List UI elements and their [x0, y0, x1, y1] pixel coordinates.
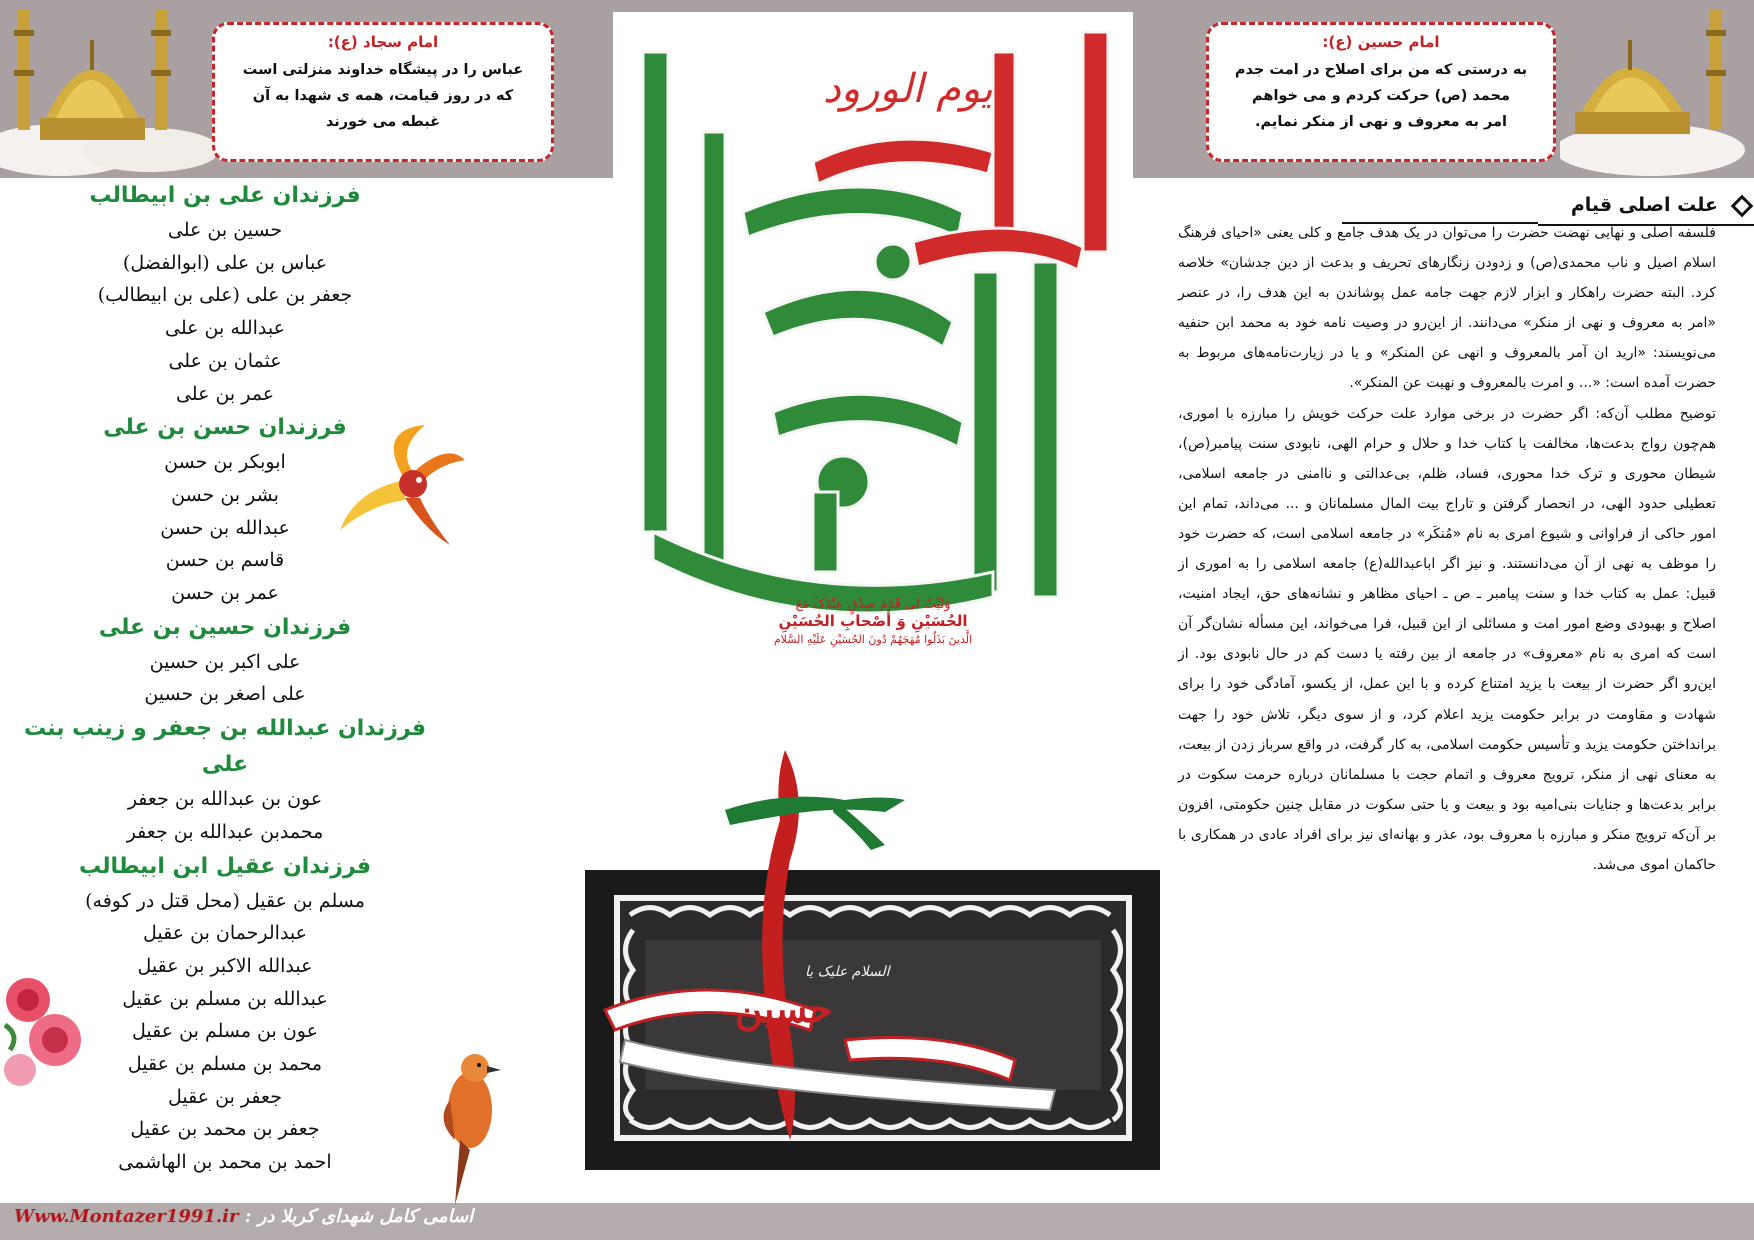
list-item: علی اصغر بن حسین	[144, 683, 306, 706]
list-item: عمر بن علی	[175, 382, 275, 405]
list-item: عباس بن علی (ابوالفضل)	[122, 251, 328, 274]
group-title: فرزندان عقیل ابن ابیطالب	[78, 853, 372, 879]
quote-title: امام سجاد (ع):	[327, 33, 439, 51]
list-item: عبدالله بن مسلم بن عقیل	[122, 987, 328, 1010]
list-item: عبدالرحمان بن عقیل	[143, 922, 307, 945]
hussain-poster	[585, 740, 1173, 1170]
flowers-icon	[0, 965, 90, 1095]
list-item: حسین بن علی	[167, 219, 283, 241]
footer-label: اسامی کامل شهدای کربلا در :	[244, 1206, 474, 1227]
calligraphy-line: الَّذینَ بَذَلُوا مُهَجَهُمْ دُونَ الحُسَیْنِ عَلَیْهِ السَّلام	[773, 633, 973, 646]
article-body	[1178, 218, 1716, 880]
group-title: فرزندان علی بن ابیطالب	[89, 183, 361, 208]
website-link[interactable]: Www.Montazer1991.ir	[14, 1206, 239, 1227]
red-calligraphy-text: یوم الورود	[823, 66, 993, 112]
phoenix-bird-icon	[335, 420, 475, 550]
calligraphy-poster	[613, 12, 1133, 662]
calligraphy-line: وَثَبِّتْ لی قَدَمَ صِدْقٍ عِنْدَکَ مَعَ	[795, 597, 951, 612]
list-item: عبدالله بن علی	[165, 317, 285, 340]
list-item: ابوبکر بن حسن	[164, 451, 286, 474]
list-item: مسلم بن عقیل (محل قتل در کوفه)	[85, 889, 365, 912]
shrine-dome-right-icon	[1560, 0, 1754, 178]
quote-box-imam-hussain	[1206, 22, 1556, 162]
list-item: جعفر بن عقیل	[168, 1085, 282, 1108]
article-title: علت اصلی قیام	[1570, 194, 1718, 216]
hussain-name-text: حسین	[735, 986, 833, 1031]
list-item: عون بن عبدالله بن جعفر	[127, 788, 323, 811]
list-item: جعفر بن محمد بن عقیل	[130, 1118, 320, 1141]
quote-line: امر به معروف و نهی از منکر نمایم.	[1255, 114, 1507, 130]
calligraphy-line: الحُسَیْنِ وَ أَصْحابِ الحُسَیْنِ	[778, 612, 968, 630]
list-item: عبدالله الاکبر بن عقیل	[137, 954, 313, 977]
group-title: فرزندان عبدالله بن جعفر و زینب بنت علی	[23, 716, 427, 778]
list-item: بشر بن حسن	[171, 483, 279, 506]
list-item: جعفر بن علی (علی بن ابیطالب)	[97, 284, 353, 307]
quote-line: به درستی که من برای اصلاح در امت جدم	[1234, 62, 1528, 78]
group-title: فرزندان حسین بن علی	[98, 614, 352, 640]
article-paragraph: توضیح مطلب آن‌که: اگر حضرت در برخی موارد علت حرکت خویش را مبارزه با اموری، هم‌چون رواج بدعت‌ها، مخالفت با کتاب خدا و حلال و حرام الهی، نابودی سنت پیامبر(ص)، شیطان محوری و ترک خدا محوری، فساد، ظلم، بی‌عدالتی و ناامنی در جامعه اسلامی، تعطیلی حدود الهی، در انحصار گرفتن و تاراج بیت المال مسلمانان و ... می‌داند، تمام این امور حاکی از فراوانی و شیوع امری به نام «مُنکَر» در جامعه اسلامی است، که حضرت خود را موظف به نهی از آن می‌دانستند. و نیز اگر اباعبدالله(ع) جامعه اسلامی را به اموری از قبیل: عمل به کتاب خدا و سنت پیامبر ـ ص ـ احیای مظاهر و نشانه‌های حق، ایجاد امنیت، اصلاح و بهبودی وضع امور امت و مسائلی از این قبیل، فرا می‌خواند، این مسأله نشان‌گر آن است که امری به نام «معروف» در جامعه از بین رفته یا دست کم در حال نابودی بود. از این‌رو اگر حضرت از بیعت با یزید امتناع کرده و با این عمل، از یکسو، آمادگی خود را برای شهادت و مقاومت در برابر حکومت یزید اعلام کرد، و از سوی دیگر، تلاش خود را جهت برانداختن حکومت یزید و تأسیس حکومت اسلامی، به کار گرفت، در واقع سرباز زدن از بیعت، به معنای نهی از منکر، ترویج معروف و اتمام حجت با مسلمانان درباره حرمت سکوت در برابر بدعت‌ها و جنایات بنی‌امیه بود و بیعت و یا حتی سکوت در مقابل چنین حکومتی، افزون بر آن‌که ترویج منکر و مبارزه با معروف بود، عذر و بهانه‌ای نیز برای افراد عادی در همکاری با حاکمان اموی می‌شد.	[1178, 405, 1716, 873]
bird-icon	[425, 1040, 515, 1210]
quote-line: که در روز قیامت، همه ی شهدا به آن	[252, 88, 514, 104]
salam-text: السلام علیک یا	[805, 964, 890, 980]
list-item: عون بن مسلم بن عقیل	[132, 1020, 318, 1043]
list-item: عثمان بن علی	[168, 349, 282, 372]
quote-title: امام حسین (ع):	[1322, 33, 1440, 51]
list-item: عمر بن حسن	[171, 582, 279, 605]
list-item: قاسم بن حسن	[165, 549, 285, 572]
list-item: احمد بن محمد بن الهاشمی	[118, 1151, 332, 1174]
quote-box-imam-sajjad	[212, 22, 554, 162]
article-paragraph: فلسفه اصلی و نهایی نهضت حضرت را می‌توان در یک هدف جامع و کلی یعنی «احیای فرهنگ اسلام اصیل و ناب محمدی(ص) و زدودن زنگارهای تحریف و بدعت از دین جدشان» خلاصه کرد. البته حضرت راهکار و ابزار لازم جهت جامه عمل پوشاندن به این هدف را، در عنصر «امر به معروف و نهی از منکر» می‌دانند. از این‌رو در وصیت نامه خود به محمد ابن حنفیه می‌نویسند: «ارید ان آمر بالمعروف و انهی عن المنکر» و یا در زیارت‌نامه‌های مربوط به حضرت آمده است: «... و امرت بالمعروف و نهیت عن المنکر».	[1178, 225, 1716, 392]
list-item: محمد بن مسلم بن عقیل	[127, 1053, 323, 1076]
shrine-dome-left-icon	[0, 0, 215, 178]
quote-line: محمد (ص) حرکت کردم و می خواهم	[1252, 88, 1510, 104]
list-item: علی اکبر بن حسین	[149, 650, 301, 673]
footer	[14, 1206, 473, 1227]
list-item: عبدالله بن حسن	[160, 516, 290, 539]
list-item: محمدبن عبدالله بن جعفر	[126, 820, 324, 843]
group-title: فرزندان حسن بن علی	[103, 415, 347, 441]
quote-line: عباس را در پیشگاه خداوند منزلتی است	[242, 62, 524, 78]
quote-line: غبطه می خورند	[325, 114, 441, 130]
